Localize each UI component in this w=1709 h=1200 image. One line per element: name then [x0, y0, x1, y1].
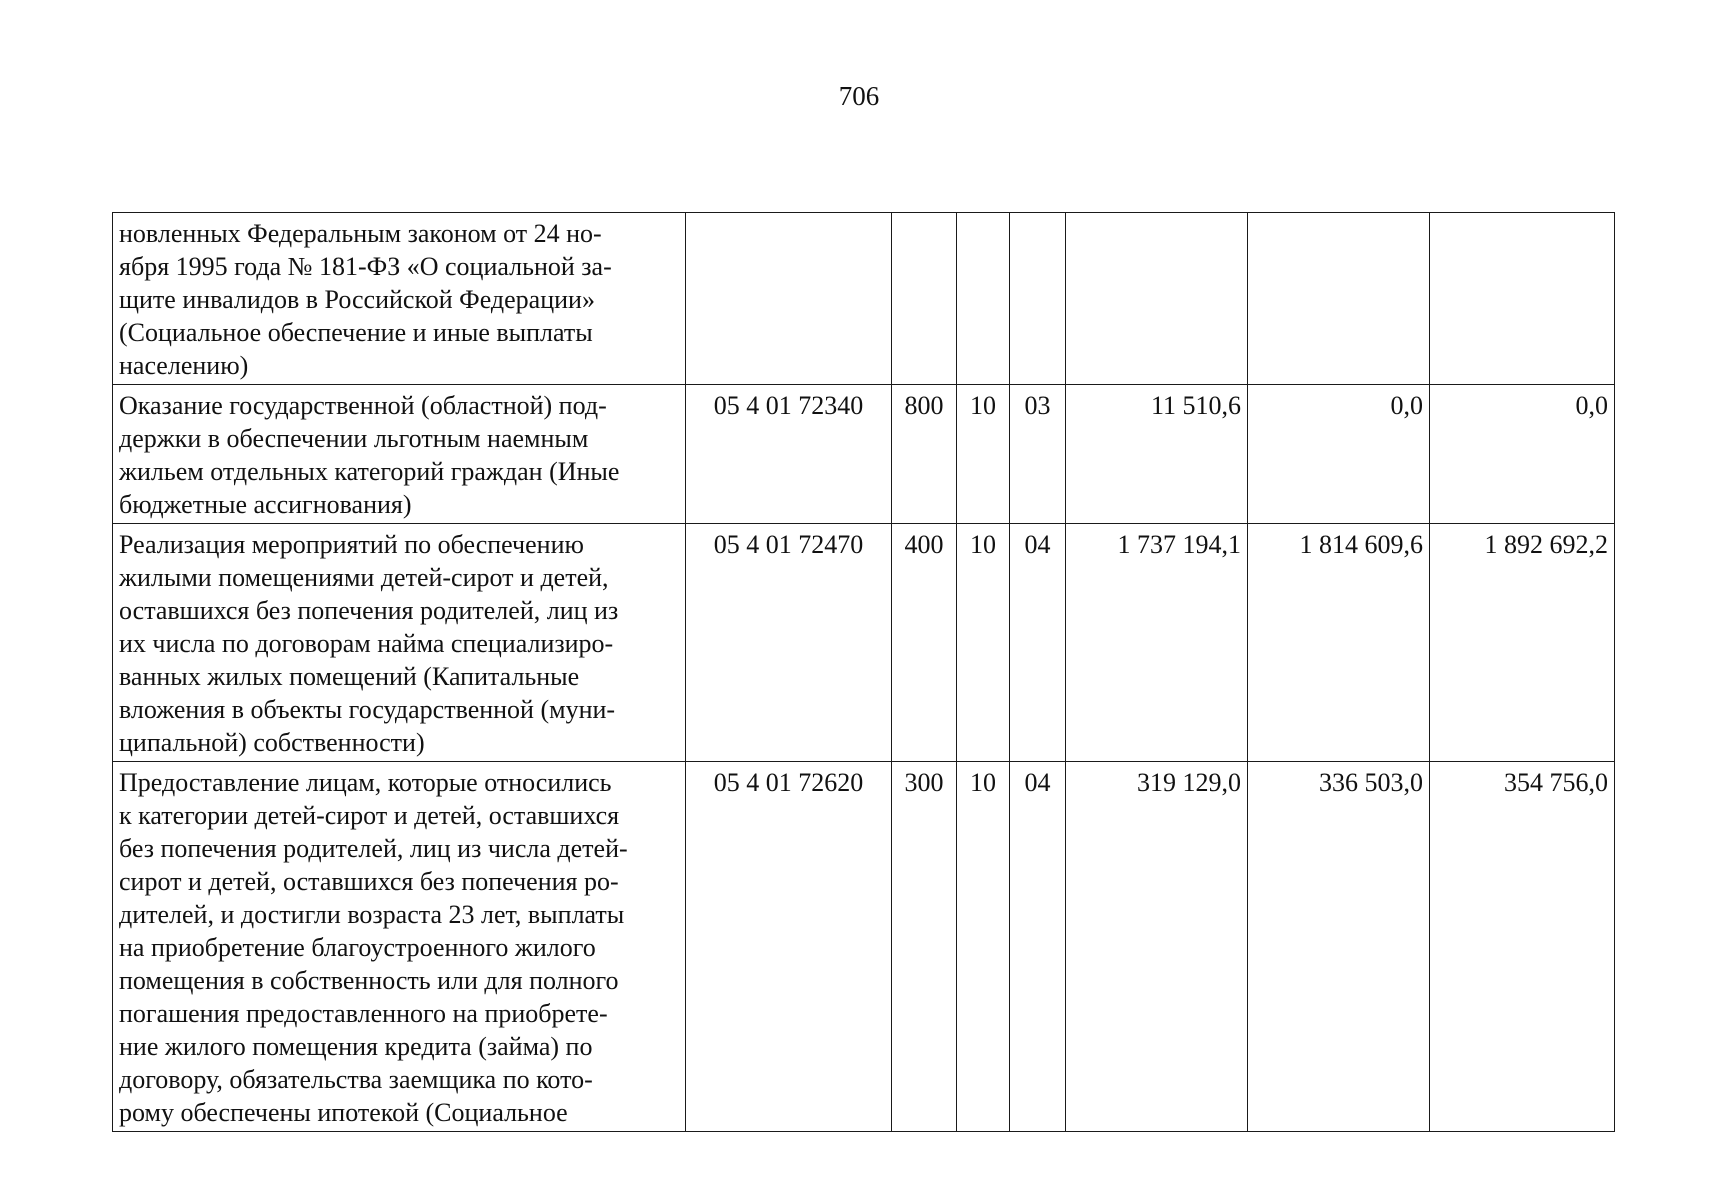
amount-year-1-cell: 319 129,0	[1066, 762, 1248, 1132]
amount-year-2-cell: 1 814 609,6	[1248, 524, 1430, 762]
amount-year-2-cell	[1248, 213, 1430, 385]
description-line: щите инвалидов в Российской Федерации»	[119, 285, 595, 314]
target-code-cell: 05 4 01 72620	[686, 762, 892, 1132]
description-line: жильем отдельных категорий граждан (Иные	[119, 457, 620, 486]
description-line: Предоставление лицам, которые относились	[119, 768, 612, 797]
description-line: держки в обеспечении льготным наемным	[119, 424, 589, 453]
amount-year-1-cell: 1 737 194,1	[1066, 524, 1248, 762]
row-description-cell	[113, 524, 686, 762]
description-line: (Социальное обеспечение и иные выплаты	[119, 318, 593, 347]
amount-year-2-cell: 0,0	[1248, 385, 1430, 524]
row-description-cell	[113, 385, 686, 524]
description-line: сирот и детей, оставшихся без попечения ро-	[119, 867, 619, 896]
row-description-cell	[113, 762, 686, 1132]
expense-type-cell: 300	[892, 762, 957, 1132]
description-line: ванных жилых помещений (Капитальные	[119, 662, 580, 691]
target-code-cell: 05 4 01 72340	[686, 385, 892, 524]
budget-table	[112, 212, 1615, 1132]
description-line: на приобретение благоустроенного жилого	[119, 933, 596, 962]
target-code-cell	[686, 213, 892, 385]
subsection-cell: 03	[1010, 385, 1066, 524]
section-cell: 10	[957, 762, 1010, 1132]
description-line: ября 1995 года № 181-ФЗ «О социальной за-	[119, 252, 612, 281]
description-line: населению)	[119, 351, 249, 380]
expense-type-cell: 400	[892, 524, 957, 762]
subsection-cell	[1010, 213, 1066, 385]
section-cell: 10	[957, 524, 1010, 762]
description-line: ципальной) собственности)	[119, 728, 425, 757]
description-line: погашения предоставленного на приобрете-	[119, 999, 608, 1028]
description-line: дителей, и достигли возраста 23 лет, выплаты	[119, 900, 625, 929]
description-line: их числа по договорам найма специализиро-	[119, 629, 614, 658]
expense-type-cell: 800	[892, 385, 957, 524]
description-line: вложения в объекты государственной (муни-	[119, 695, 616, 724]
description-line: новленных Федеральным законом от 24 но-	[119, 219, 602, 248]
amount-year-3-cell: 0,0	[1430, 385, 1615, 524]
table-row	[113, 762, 1615, 1132]
expense-type-cell	[892, 213, 957, 385]
section-cell	[957, 213, 1010, 385]
description-line: жилыми помещениями детей-сирот и детей,	[119, 563, 609, 592]
description-line: без попечения родителей, лиц из числа детей-	[119, 834, 628, 863]
row-description-cell	[113, 213, 686, 385]
description-line: бюджетные ассигнования)	[119, 490, 412, 519]
description-line: Реализация мероприятий по обеспечению	[119, 530, 584, 559]
description-line: рому обеспечены ипотекой (Социальное	[119, 1098, 568, 1127]
description-line: оставшихся без попечения родителей, лиц из	[119, 596, 619, 625]
description-line: Оказание государственной (областной) под-	[119, 391, 607, 420]
amount-year-1-cell: 11 510,6	[1066, 385, 1248, 524]
table-row	[113, 524, 1615, 762]
subsection-cell: 04	[1010, 524, 1066, 762]
page-number: 706	[838, 81, 880, 111]
amount-year-3-cell	[1430, 213, 1615, 385]
target-code-cell: 05 4 01 72470	[686, 524, 892, 762]
section-cell: 10	[957, 385, 1010, 524]
amount-year-3-cell: 1 892 692,2	[1430, 524, 1615, 762]
description-line: помещения в собственность или для полного	[119, 966, 619, 995]
description-line: договору, обязательства заемщика по кото-	[119, 1065, 593, 1094]
description-line: ние жилого помещения кредита (займа) по	[119, 1032, 593, 1061]
amount-year-1-cell	[1066, 213, 1248, 385]
description-line: к категории детей-сирот и детей, оставшихся	[119, 801, 620, 830]
amount-year-2-cell: 336 503,0	[1248, 762, 1430, 1132]
table-row	[113, 385, 1615, 524]
subsection-cell: 04	[1010, 762, 1066, 1132]
table-row	[113, 213, 1615, 385]
amount-year-3-cell: 354 756,0	[1430, 762, 1615, 1132]
